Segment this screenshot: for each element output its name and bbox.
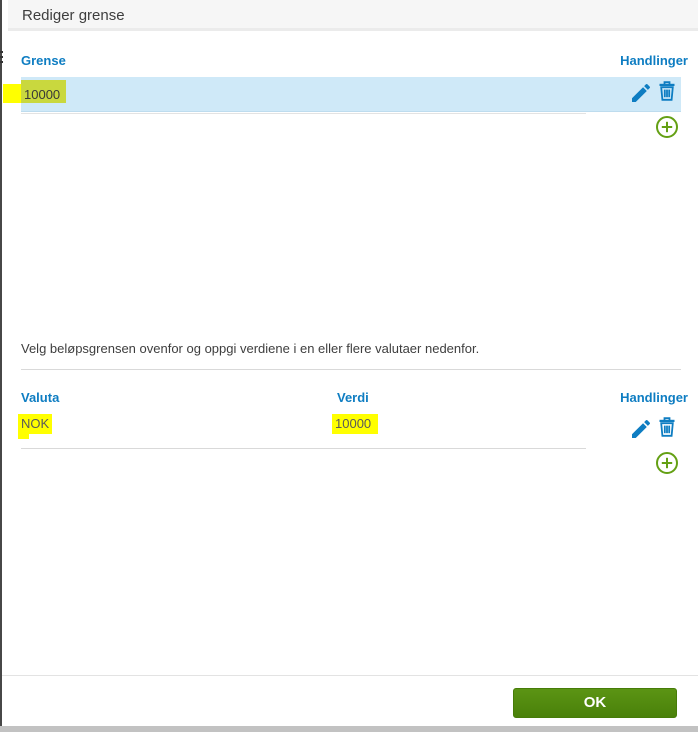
pencil-icon — [629, 417, 653, 441]
limits-row-divider — [21, 113, 586, 114]
delete-currency-button[interactable] — [655, 415, 679, 439]
add-currency-button[interactable] — [655, 451, 679, 475]
page-edge-line — [0, 0, 2, 726]
currency-code: NOK — [21, 416, 50, 431]
edit-currency-button[interactable] — [629, 417, 653, 441]
currency-row-divider — [21, 448, 586, 449]
currency-column-header-handlinger: Handlinger — [620, 390, 688, 405]
pencil-icon — [629, 81, 653, 105]
page-edge-marks — [0, 51, 3, 53]
trash-icon — [655, 415, 679, 439]
limit-value: 10000 — [24, 87, 61, 102]
trash-icon — [655, 79, 679, 103]
limits-column-header-grense: Grense — [21, 53, 66, 68]
add-limit-button[interactable] — [655, 115, 679, 139]
edit-limit-button[interactable] — [629, 81, 653, 105]
dialog-titlebar — [8, 0, 698, 31]
ok-button[interactable]: OK — [513, 688, 677, 718]
currency-column-header-valuta: Valuta — [21, 390, 60, 405]
plus-circle-icon — [655, 451, 679, 475]
delete-limit-button[interactable] — [655, 79, 679, 103]
help-text: Velg beløpsgrensen ovenfor og oppgi verdiene i en eller flere valutaer nedenfor. — [21, 341, 480, 356]
currency-value: 10000 — [335, 416, 372, 431]
limit-row-selected[interactable] — [21, 77, 681, 112]
plus-circle-icon — [655, 115, 679, 139]
bottom-edge-strip — [0, 726, 698, 732]
currency-column-header-verdi: Verdi — [337, 390, 369, 405]
limits-column-header-handlinger: Handlinger — [620, 53, 688, 68]
highlight-marker — [3, 84, 21, 103]
section-divider — [21, 369, 681, 370]
footer-divider — [2, 675, 698, 676]
dialog-title: Rediger grense — [22, 7, 125, 24]
